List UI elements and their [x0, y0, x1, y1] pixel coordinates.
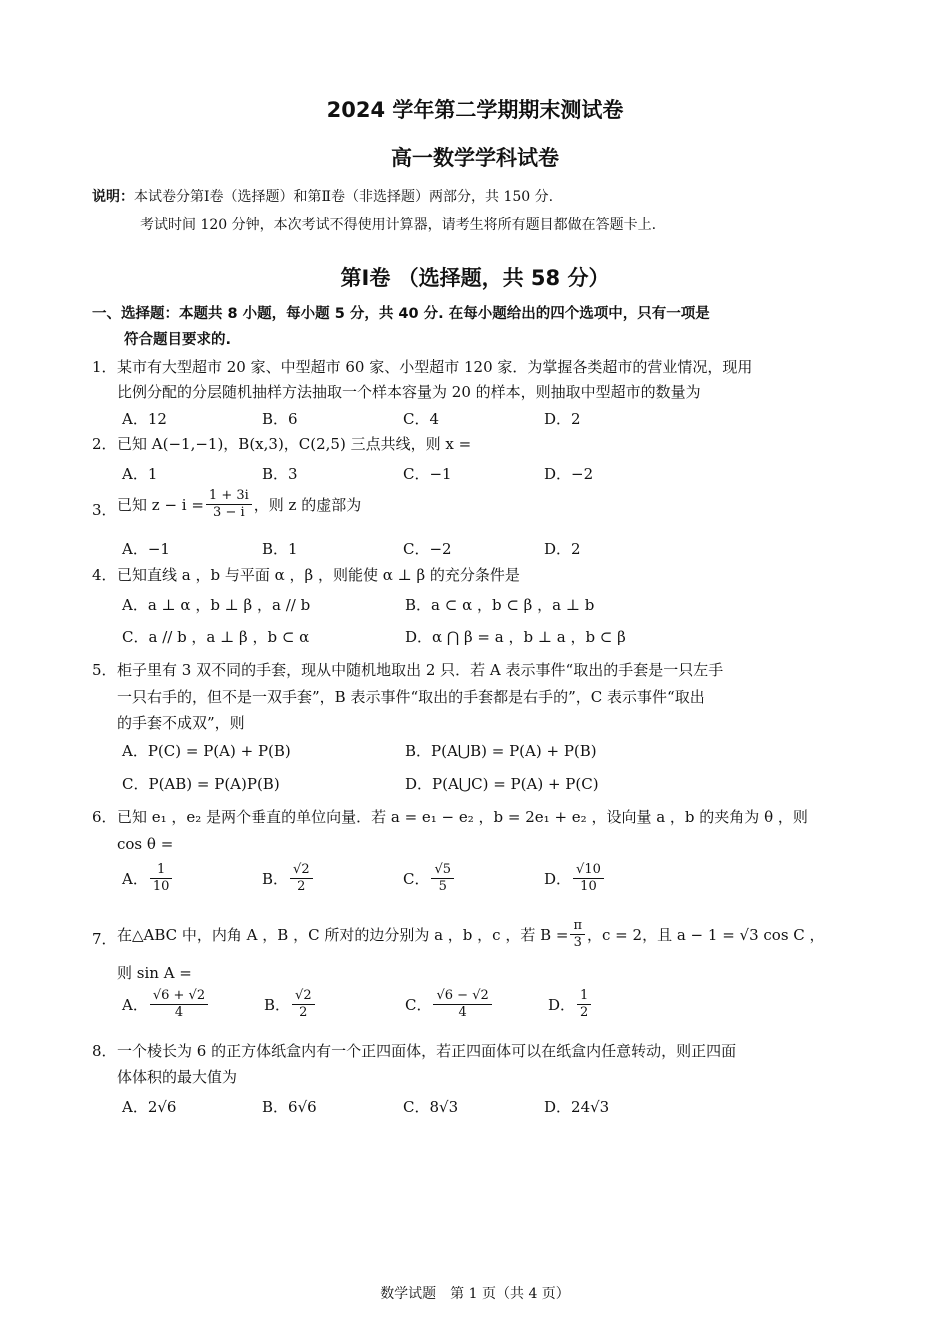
question-7-option-b-label: B． [264, 995, 291, 1014]
question-6-option-b-label: B． [262, 869, 289, 888]
question-5-number: 5． [92, 661, 117, 679]
question-1-option-b: B．6 [262, 410, 298, 428]
question-7-option-a-den: 4 [174, 1005, 184, 1021]
question-3-option-a: A．−1 [122, 540, 170, 558]
question-4-line1: 已知直线 a ，b 与平面 α ，β ，则能使 α ⊥ β 的充分条件是 [117, 566, 520, 584]
question-4-option-b: B．a ⊂ α ，b ⊂ β ，a ⊥ b [405, 596, 595, 614]
instructions-text1: 本试卷分第Ⅰ卷（选择题）和第Ⅱ卷（非选择题）两部分，共 150 分. [134, 189, 554, 205]
section-heading-line2: 符合题目要求的. [124, 332, 232, 348]
question-7-option-a [122, 988, 210, 1022]
question-6-option-b [262, 862, 315, 896]
instructions-line1 [92, 186, 553, 206]
question-7-option-d-fraction [577, 988, 591, 1022]
question-6-option-c-fraction [431, 862, 454, 896]
exam-title: 2024 学年第二学期期末测试卷 [326, 98, 624, 122]
question-7-option-c-label: C． [405, 995, 432, 1014]
question-6-line1: 已知 e₁ ，e₂ 是两个垂直的单位向量．若 a = e₁ − e₂ ，b = 2e₁ + e₂ ，设向量 a ，b 的夹角为 θ ，则 [117, 808, 808, 826]
question-7-option-d-num: 1 [577, 988, 591, 1005]
question-6-number: 6． [92, 808, 117, 826]
question-1-option-d: D．2 [544, 410, 581, 428]
question-8-option-c: C．8√3 [403, 1098, 459, 1116]
question-3-frac-den: 3 − i [213, 505, 245, 521]
question-6-option-d-label: D． [544, 869, 572, 888]
question-7-option-d-den: 2 [580, 1005, 589, 1021]
question-3-line1 [117, 488, 361, 522]
question-7-line1 [117, 918, 825, 952]
question-2-number: 2． [92, 435, 117, 453]
question-3-option-b: B．1 [262, 540, 298, 558]
question-6-option-a [122, 862, 174, 896]
page-footer: 数学试题 第 1 页（共 4 页） [380, 1286, 570, 1302]
question-2-option-c: C．−1 [403, 465, 452, 483]
question-6-option-d-num: √10 [573, 862, 604, 879]
question-8-line1: 一个棱长为 6 的正方体纸盒内有一个正四面体，若正四面体可以在纸盒内任意转动，则正四面 [117, 1042, 737, 1060]
question-8-option-d: D．24√3 [544, 1098, 610, 1116]
question-6-option-a-fraction [150, 862, 173, 896]
question-7-option-b-den: 2 [299, 1005, 308, 1021]
question-4-number: 4． [92, 566, 117, 584]
question-7-option-b-fraction [292, 988, 315, 1022]
question-8-number: 8． [92, 1042, 117, 1060]
section-title: 第Ⅰ卷 （选择题，共 58 分） [340, 266, 610, 290]
question-7-option-d-label: D． [548, 995, 576, 1014]
question-7-option-c [405, 988, 494, 1022]
question-6-option-c-label: C． [403, 869, 430, 888]
question-8-line2: 体体积的最大值为 [117, 1068, 238, 1086]
question-7-option-a-label: A． [122, 995, 148, 1014]
question-3-frac-num: 1 + 3i [206, 488, 252, 505]
question-7-option-b [264, 988, 317, 1022]
question-6-option-b-fraction [290, 862, 313, 896]
question-7-frac-num: π [570, 918, 585, 935]
question-2-line1: 已知 A(−1,−1)，B(x,3)，C(2,5) 三点共线，则 x = [117, 435, 472, 453]
question-7-number: 7． [92, 930, 117, 948]
question-7-frac-den: 3 [573, 935, 582, 951]
question-5-option-b: B．P(A⋃B) = P(A) + P(B) [405, 742, 597, 760]
question-2-option-a: A．1 [122, 465, 158, 483]
instructions-line2: 考试时间 120 分钟，本次考试不得使用计算器，请考生将所有题目都做在答题卡上. [140, 217, 657, 233]
question-5-line3: 的手套不成双”，则 [117, 714, 245, 732]
question-3-option-d: D．2 [544, 540, 581, 558]
question-4-option-a: A．a ⊥ α ，b ⊥ β ，a // b [122, 596, 311, 614]
question-6-option-b-den: 2 [297, 879, 306, 895]
question-5-line2: 一只右手的，但不是一双手套”，B 表示事件“取出的手套都是右手的”，C 表示事件“取出 [117, 688, 705, 706]
question-7-pre: 在△ABC 中，内角 A ，B ，C 所对的边分别为 a ，b ，c ，若 B = [117, 925, 569, 944]
question-7-post: ，c = 2，且 a − 1 = √3 cos C ， [587, 925, 825, 944]
question-7-line2: 则 sin A = [117, 964, 192, 982]
question-1-number: 1． [92, 358, 117, 376]
question-5-option-c: C．P(AB) = P(A)P(B) [122, 775, 280, 793]
question-1-option-c: C．4 [403, 410, 440, 428]
question-7-option-a-num: √6 + √2 [150, 988, 208, 1005]
exam-subtitle: 高一数学学科试卷 [391, 146, 559, 170]
question-2-option-d: D．−2 [544, 465, 594, 483]
instructions-label: 说明： [92, 189, 134, 205]
question-6-option-b-num: √2 [290, 862, 313, 879]
question-1-line1: 某市有大型超市 20 家、中型超市 60 家、小型超市 120 家．为掌握各类超市的营业情况，现用 [117, 358, 753, 376]
question-2-option-b: B．3 [262, 465, 298, 483]
question-7-option-c-num: √6 − √2 [433, 988, 491, 1005]
question-6-option-a-label: A． [122, 869, 148, 888]
question-7-fraction [570, 918, 585, 952]
question-1-option-a: A．12 [122, 410, 167, 428]
question-6-option-a-num: 1 [150, 862, 173, 879]
question-8-option-b: B．6√6 [262, 1098, 317, 1116]
question-6-option-c-den: 5 [438, 879, 447, 895]
question-5-option-d: D．P(A⋃C) = P(A) + P(C) [405, 775, 599, 793]
question-4-option-d: D．α ⋂ β = a ，b ⊥ a ，b ⊂ β [405, 628, 626, 646]
question-6-option-c-num: √5 [431, 862, 454, 879]
question-6-option-d-den: 10 [580, 879, 597, 895]
question-3-number: 3． [92, 501, 117, 519]
question-6-option-c [403, 862, 456, 896]
question-3-option-c: C．−2 [403, 540, 452, 558]
question-3-post: ，则 z 的虚部为 [253, 495, 362, 514]
question-6-option-d-fraction [573, 862, 604, 896]
question-7-option-c-den: 4 [458, 1005, 467, 1021]
question-7-option-d [548, 988, 593, 1022]
question-6-line2: cos θ = [117, 835, 174, 853]
question-7-option-c-fraction [433, 988, 491, 1022]
question-1-line2: 比例分配的分层随机抽样方法抽取一个样本容量为 20 的样本，则抽取中型超市的数量为 [117, 383, 701, 401]
question-5-option-a: A．P(C) = P(A) + P(B) [122, 742, 291, 760]
question-4-option-c: C．a // b ，a ⊥ β ，b ⊂ α [122, 628, 310, 646]
question-6-option-d [544, 862, 606, 896]
question-6-option-a-den: 10 [152, 879, 170, 895]
question-7-option-a-fraction [150, 988, 208, 1022]
question-7-option-b-num: √2 [292, 988, 315, 1005]
question-5-line1: 柜子里有 3 双不同的手套，现从中随机地取出 2 只．若 A 表示事件“取出的手套是一只左手 [117, 661, 724, 679]
question-3-fraction [206, 488, 252, 522]
question-3-pre: 已知 z − i = [117, 495, 204, 514]
section-heading-line1: 一、选择题：本题共 8 小题，每小题 5 分，共 40 分. 在每小题给出的四个选项中，只有一项是 [92, 306, 710, 322]
question-8-option-a: A．2√6 [122, 1098, 177, 1116]
